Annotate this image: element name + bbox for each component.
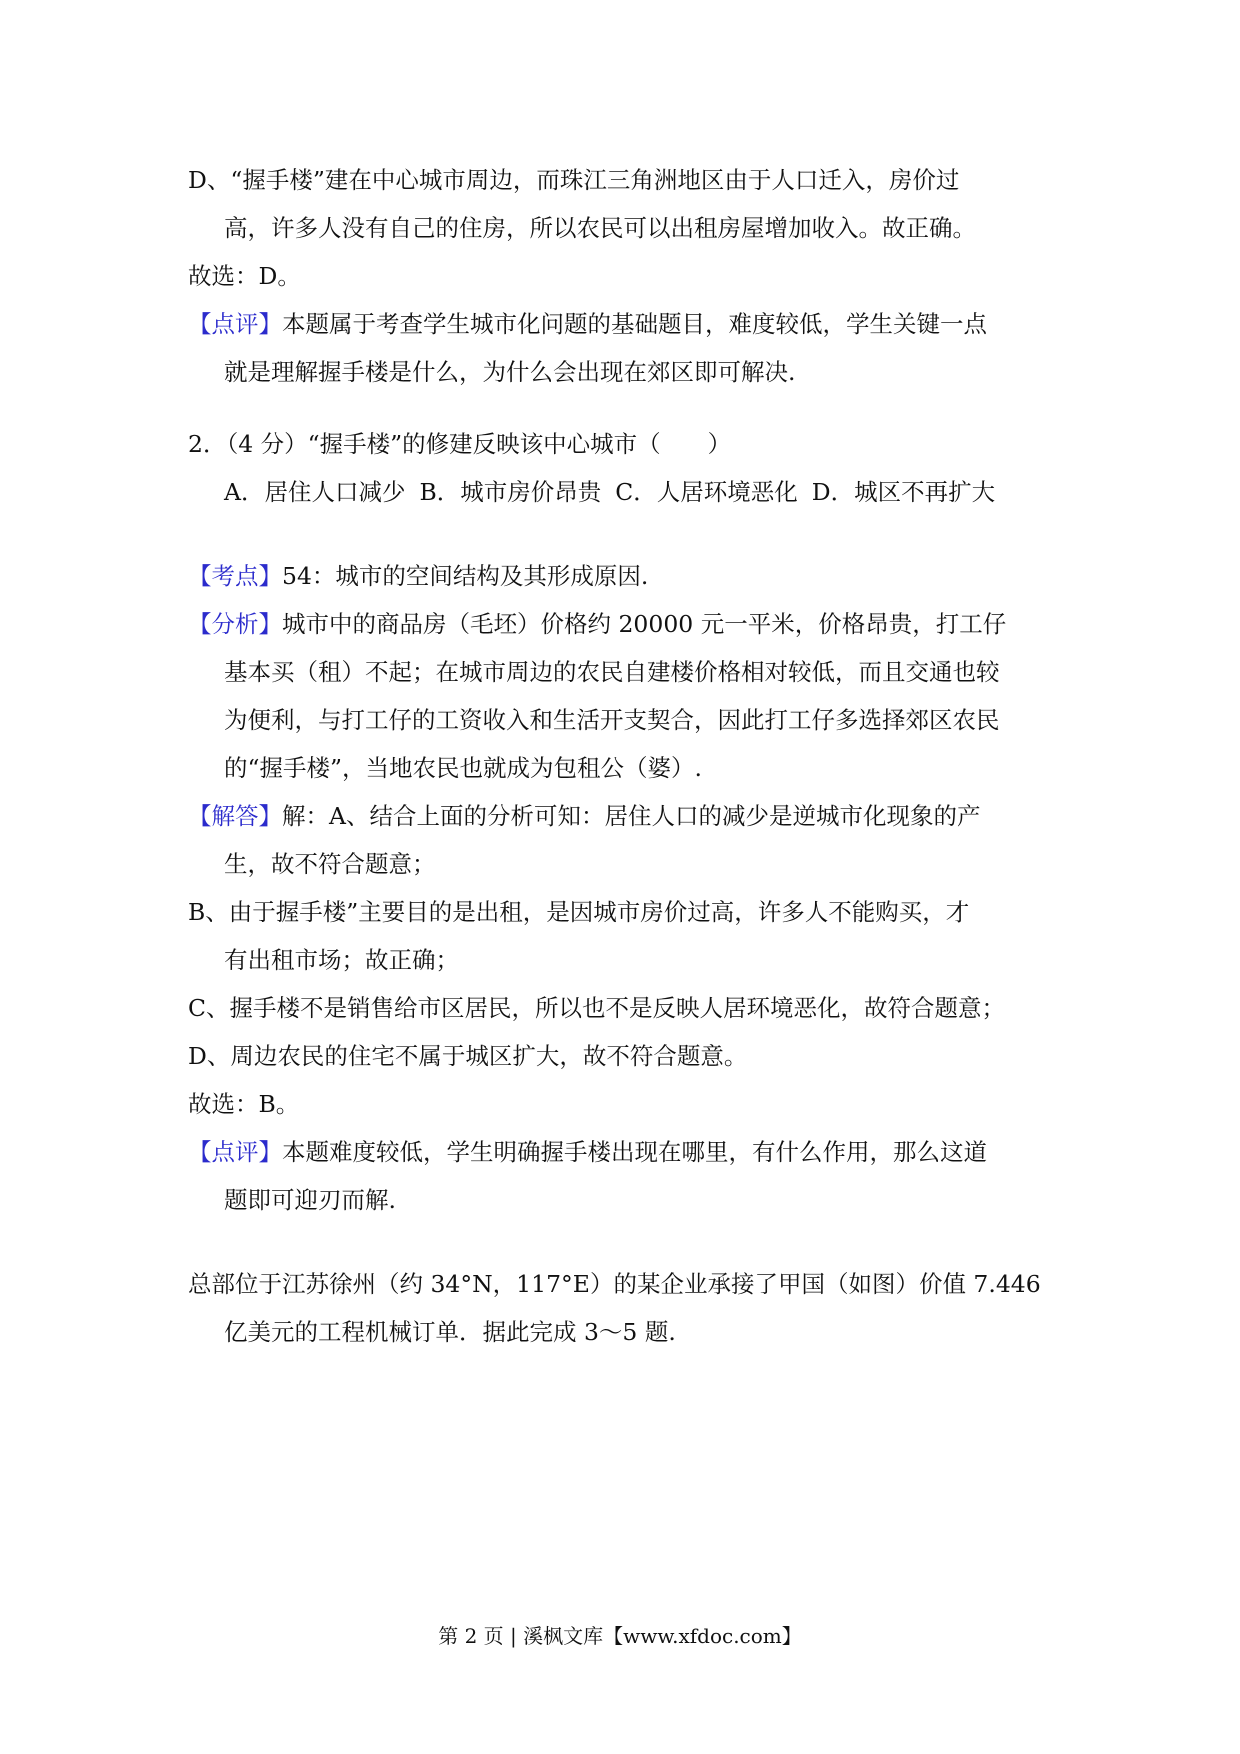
q2-comment-line1 (188, 1128, 1058, 1176)
intro-line2: 亿美元的工程机械订单．据此完成 3～5 题. (224, 1318, 676, 1346)
spacer (188, 516, 1058, 552)
q2-jieda-tag: 【解答】 (188, 802, 282, 830)
q2-option-d: D．城区不再扩大 (811, 478, 996, 506)
q2-jieda-c: C、握手楼不是销售给市区居民，所以也不是反映人居环境恶化，故符合题意； (188, 994, 1005, 1022)
q1-comment-text: 本题属于考查学生城市化问题的基础题目，难度较低，学生关键一点 (282, 310, 987, 338)
q1-option-d-line2: 高，许多人没有自己的住房，所以农民可以出租房屋增加收入。故正确。 (224, 214, 976, 242)
q2-kaodian-text: 54：城市的空间结构及其形成原因. (282, 562, 649, 590)
q1-comment-line1 (188, 300, 1058, 348)
q2-option-b: B．城市房价昂贵 (419, 478, 602, 506)
q2-fenxi-line1 (188, 600, 1058, 648)
q1-answer: 故选：D。 (188, 262, 301, 290)
document-body (188, 156, 1058, 1356)
page-footer: 第 2 页 | 溪枫文库【www.xfdoc.com】 (438, 1624, 802, 1648)
spacer (188, 1224, 1058, 1260)
q2-jieda-text: 解：A、结合上面的分析可知：居住人口的减少是逆城市化现象的产 (282, 802, 981, 830)
intro-line1: 总部位于江苏徐州（约 34°N，117°E）的某企业承接了甲国（如图）价值 7.446 (188, 1270, 1041, 1298)
q2-comment-line2: 题即可迎刃而解. (224, 1186, 396, 1214)
q2-jieda-line2: 生，故不符合题意； (224, 850, 436, 878)
q2-kaodian (188, 552, 1058, 600)
q2-comment-text: 本题难度较低，学生明确握手楼出现在哪里，有什么作用，那么这道 (282, 1138, 987, 1166)
spacer (188, 396, 1058, 420)
q2-comment-tag: 【点评】 (188, 1138, 282, 1166)
q2-jieda-line1 (188, 792, 1058, 840)
q2-jieda-b-line2: 有出租市场；故正确； (224, 946, 459, 974)
q2-options (188, 468, 1058, 516)
q2-option-c: C．人居环境恶化 (615, 478, 798, 506)
q2-fenxi-text: 城市中的商品房（毛坯）价格约 20000 元一平米，价格昂贵，打工仔 (282, 610, 1007, 638)
q2-stem: 2．（4 分）“握手楼”的修建反映该中心城市（ ） (188, 430, 732, 458)
q2-fenxi-line3: 为便利，与打工仔的工资收入和生活开支契合，因此打工仔多选择郊区农民 (224, 706, 1000, 734)
q2-fenxi-line4: 的“握手楼”，当地农民也就成为包租公（婆）. (224, 754, 702, 782)
q2-fenxi-line2: 基本买（租）不起；在城市周边的农民自建楼价格相对较低，而且交通也较 (224, 658, 1000, 686)
q2-jieda-b-line1: B、由于握手楼”主要目的是出租，是因城市房价过高，许多人不能购买，才 (188, 898, 970, 926)
q1-comment-line2: 就是理解握手楼是什么，为什么会出现在郊区即可解决. (224, 358, 796, 386)
q1-comment-tag: 【点评】 (188, 310, 282, 338)
q2-answer: 故选：B。 (188, 1090, 300, 1118)
q2-jieda-d: D、周边农民的住宅不属于城区扩大，故不符合题意。 (188, 1042, 748, 1070)
q2-kaodian-tag: 【考点】 (188, 562, 282, 590)
q1-option-d-line1: D、“握手楼”建在中心城市周边，而珠江三角洲地区由于人口迁入，房价过 (188, 166, 960, 194)
q2-option-a: A．居住人口减少 (224, 478, 406, 506)
q2-fenxi-tag: 【分析】 (188, 610, 282, 638)
